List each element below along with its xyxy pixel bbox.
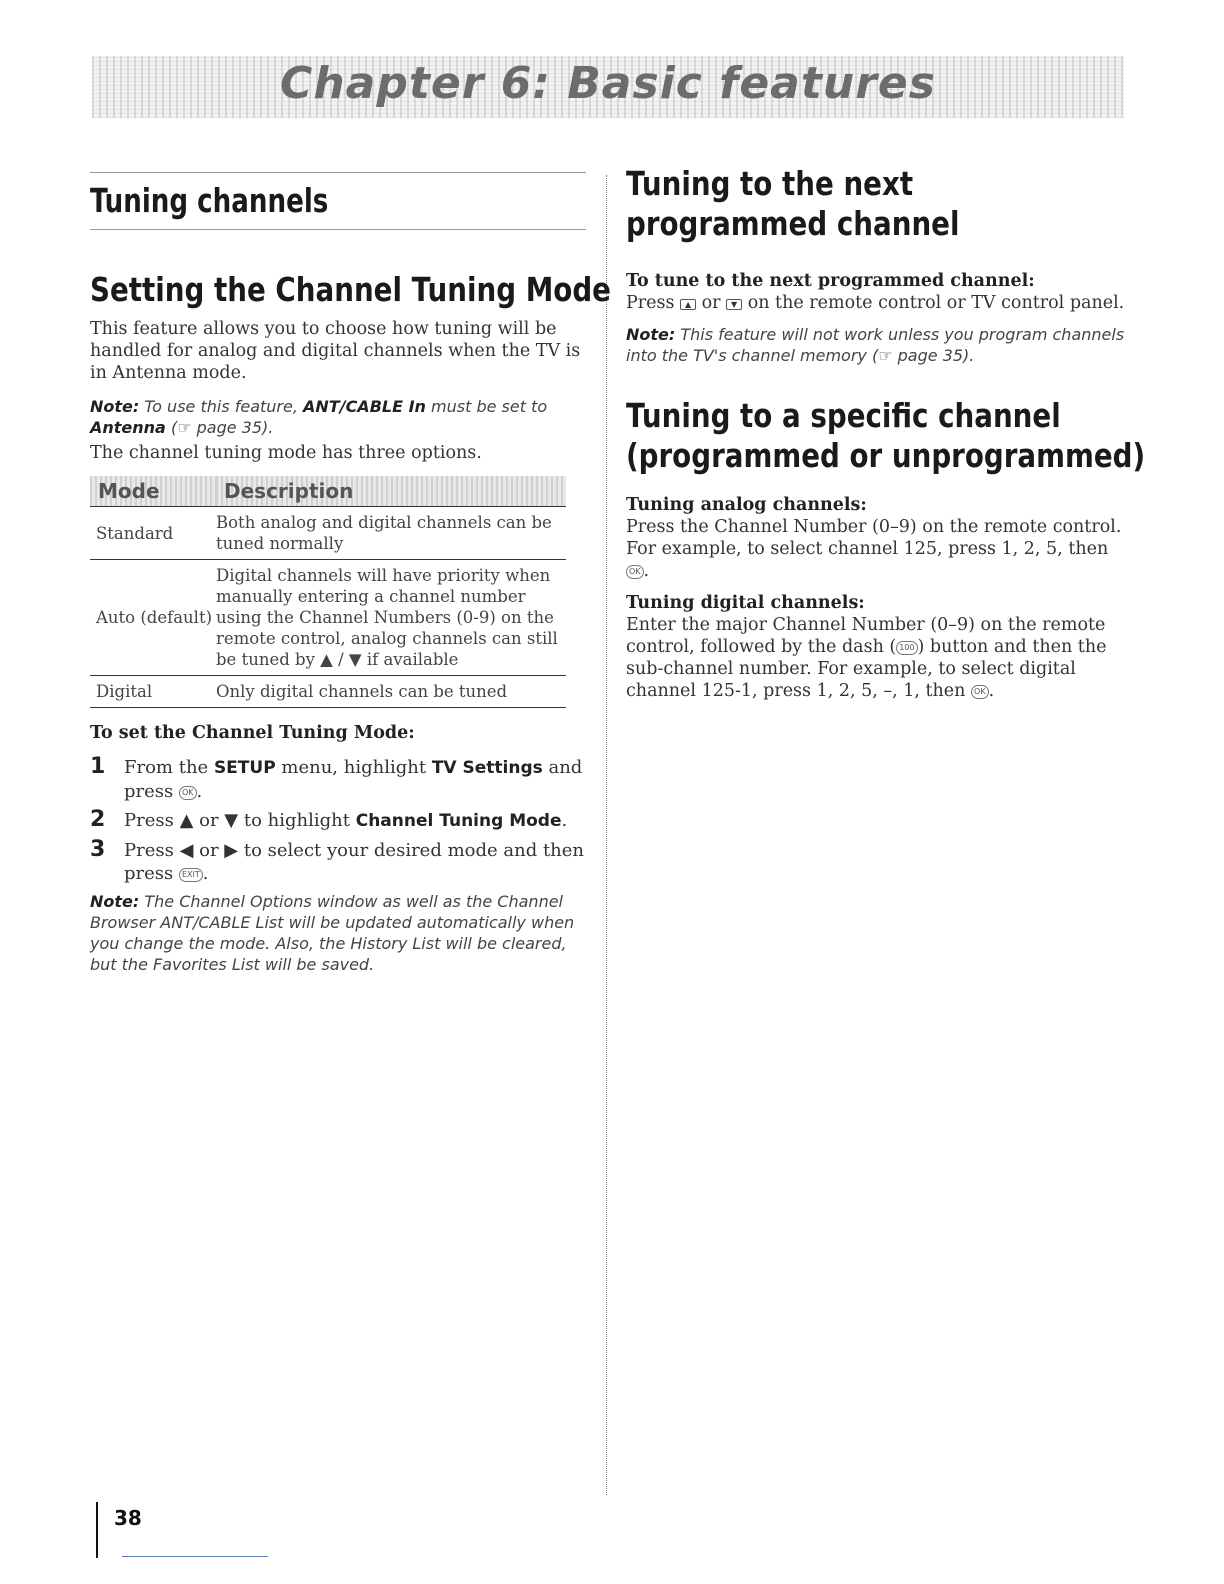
table-row: [90, 560, 566, 676]
step-text: .: [561, 810, 568, 831]
chapter-banner: [92, 56, 1124, 118]
mode-cell: Digital: [90, 676, 216, 708]
tv-settings-label: TV Settings: [431, 758, 543, 778]
body-text: or: [701, 293, 721, 313]
next-channel-text: [626, 292, 1130, 314]
note-bold-ant: ANT/CABLE In: [303, 397, 426, 416]
setup-label: SETUP: [213, 758, 276, 778]
note-label: Note:: [90, 397, 140, 416]
steps-list: [90, 756, 586, 885]
specific-title-line2: (programmed or unprogrammed): [626, 436, 1146, 475]
step-text: .: [202, 863, 209, 884]
step-number: 3: [90, 837, 106, 862]
body-text: Press: [626, 293, 675, 313]
digital-subheading: Tuning digital channels:: [626, 593, 865, 613]
note-label: Note:: [90, 892, 140, 911]
dash-button-icon: 100: [896, 641, 917, 655]
exit-button-icon: EXIT: [179, 868, 203, 882]
channel-up-icon: ▲: [680, 299, 696, 310]
specific-title-line1: Tuning to a specific channel: [626, 396, 1061, 435]
note-mode-change: [90, 891, 586, 975]
body-text: Press the Channel Number (0–9) on the remote control. For example, to select channel 125, press 1, 2, 5, then: [626, 517, 1122, 559]
footer-rule: [122, 1556, 268, 1557]
header-description: Description: [216, 476, 566, 507]
description-cell: Only digital channels can be tuned: [216, 676, 566, 708]
intro-text: This feature allows you to choose how tuning will be handled for analog and digital channels when the TV is in Antenna mode.: [90, 319, 581, 383]
section-title: Tuning channels: [90, 181, 329, 220]
table-row: [90, 676, 566, 708]
note-antenna: [90, 396, 586, 438]
mode-table: [90, 476, 566, 708]
specific-channel-heading: [626, 396, 1146, 476]
body-text: on the remote control or TV control panel.: [747, 293, 1125, 313]
list-item: [90, 809, 586, 833]
step-text: and press: [124, 757, 583, 802]
options-text: The channel tuning mode has three options.: [90, 443, 482, 463]
mode-heading: Setting the Channel Tuning Mode: [90, 270, 611, 309]
note-text: This feature will not work unless you program channels into the TV's channel memory (☞ page 35).: [626, 325, 1125, 365]
header-mode: Mode: [90, 476, 216, 507]
next-channel-title: Tuning to the next programmed channel: [626, 164, 960, 243]
digital-text: Enter the major Channel Number (0–9) on the remote control, followed by the dash ( 100 ) button and then the sub-channel number. For example, to select digital channel 125-1, press 1, 2, 5, –, 1, then OK .: [626, 615, 1107, 701]
mode-cell: Standard: [90, 507, 216, 560]
note-page-ref: (☞ page 35).: [170, 418, 274, 437]
note-text-pre: To use this feature,: [144, 397, 298, 416]
description-cell: Digital channels will have priority when manually entering a channel number using the Channel Numbers (0-9) on the remote control, analog channels can still be tuned by ▲ / ▼ if available: [216, 560, 566, 676]
step-text: menu, highlight: [281, 757, 427, 778]
step-text: Press ▲ or ▼ to highlight: [124, 810, 350, 831]
note-label: Note:: [626, 325, 676, 344]
list-item: [90, 756, 586, 803]
column-divider: [606, 175, 607, 1495]
step-text: From the: [124, 757, 209, 778]
body-text: Enter the major Channel Number (0–9) on the remote control, followed by the dash (: [626, 615, 1106, 657]
ok-button-icon: OK: [179, 786, 197, 800]
description-cell: Both analog and digital channels can be tuned normally: [216, 507, 566, 560]
ok-button-icon: OK: [626, 565, 644, 579]
right-column: [626, 164, 1146, 702]
ok-button-icon: OK: [971, 685, 989, 699]
left-column: [90, 172, 611, 975]
analog-subheading: Tuning analog channels:: [626, 495, 867, 515]
mode-cell: Auto (default): [90, 560, 216, 676]
body-text: ) button and then the sub-channel number. For example, to select digital channel 125-1, press 1, 2, 5, –, 1, then: [626, 637, 1107, 701]
note-programming: [626, 324, 1130, 366]
step-number: 2: [90, 807, 106, 832]
page-number: 38: [114, 1506, 142, 1530]
analog-text: Press the Channel Number (0–9) on the remote control. For example, to select channel 125, press 1, 2, 5, then OK .: [626, 517, 1122, 581]
channel-down-icon: ▼: [726, 299, 742, 310]
note-bold-antenna: Antenna: [90, 418, 166, 437]
channel-tuning-mode-label: Channel Tuning Mode: [355, 811, 562, 831]
chapter-title: Chapter 6: Basic features: [280, 58, 936, 109]
step-number: 1: [90, 754, 106, 779]
list-item: [90, 839, 586, 885]
note-text: The Channel Options window as well as the Channel Browser ANT/CABLE List will be updated automatically when you change the mode. Also, the History List will be cleared, but the Favorites List will be saved.: [90, 892, 575, 974]
table-row: [90, 507, 566, 560]
step-text: .: [196, 781, 203, 802]
next-channel-heading: [626, 164, 1096, 244]
step-text: Press ◀ or ▶ to select your desired mode and then press: [124, 840, 585, 884]
note-text-mid: must be set to: [431, 397, 548, 416]
set-mode-subheading: To set the Channel Tuning Mode:: [90, 723, 415, 743]
next-channel-subheading: To tune to the next programmed channel:: [626, 271, 1035, 291]
mode-table-header: [90, 476, 566, 507]
section-header: [90, 172, 586, 230]
